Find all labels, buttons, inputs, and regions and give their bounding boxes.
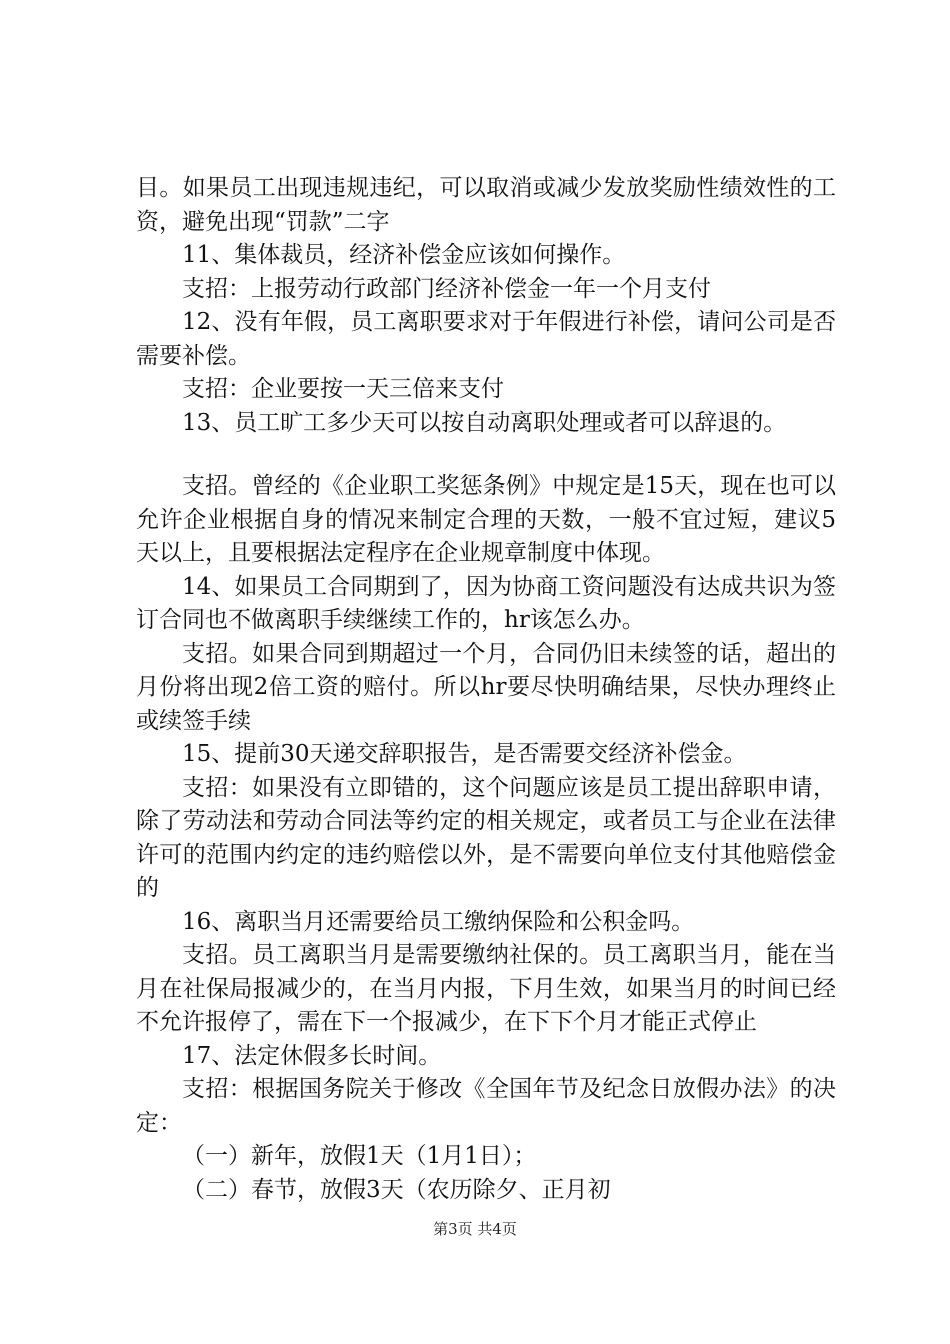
paragraph: 支招：根据国务院关于修改《全国年节及纪念日放假办法》的决定： [136,1076,836,1136]
paragraph: 支招：如果没有立即错的，这个问题应该是员工提出辞职申请，除了劳动法和劳动合同法等约定的相关规定，或者员工与企业在法律许可的范围内约定的违约赔偿以外，是不需要向单位支付其他赔偿金的 [136,774,836,901]
paragraph: 目。如果员工出现违规违纪，可以取消或减少发放奖励性绩效性的工资，避免出现“罚款”二字 [136,175,836,235]
paragraph: 支招。如果合同到期超过一个月，合同仍旧未续签的话，超出的月份将出现2倍工资的赔付。所以hr要尽快明确结果，尽快办理终止或续签手续 [136,640,836,734]
page-footer [0,1218,950,1239]
document-body [136,172,836,1207]
paragraph: 15、提前30天递交辞职报告，是否需要交经济补偿金。 [182,741,747,767]
paragraph: 11、集体裁员，经济补偿金应该如何操作。 [182,242,626,268]
paragraph: （二）春节，放假3天（农历除夕、正月初 [182,1176,611,1203]
paragraph: （一）新年，放假1天（1月1日）； [182,1143,537,1169]
paragraph: 13、员工旷工多少天可以按自动离职处理或者可以辞退的。 [182,409,787,436]
paragraph: 16、离职当月还需要给员工缴纳保险和公积金吗。 [182,908,695,935]
paragraph: 支招。曾经的《企业职工奖惩条例》中规定是15天，现在也可以允许企业根据自身的情况来制定合理的天数，一般不宜过短，建议5天以上，且要根据法定程序在企业规章制度中体现。 [136,473,836,566]
paragraph: 支招：上报劳动行政部门经济补偿金一年一个月支付 [182,275,711,302]
paragraph: 17、法定休假多长时间。 [182,1042,442,1069]
paragraph: 支招：企业要按一天三倍来支付 [182,376,504,402]
paragraph: 12、没有年假，员工离职要求对于年假进行补偿，请问公司是否需要补偿。 [136,309,836,369]
page-number-label: 第3页 共4页 [433,1220,517,1238]
paragraph-gap [136,440,836,470]
paragraph: 支招。员工离职当月是需要缴纳社保的。员工离职当月，能在当月在社保局报减少的，在当月内报，下月生效，如果当月的时间已经不允许报停了，需在下一个报减少，在下下个月才能正式停止 [136,942,836,1035]
paragraph: 14、如果员工合同期到了，因为协商工资问题没有达成共识为签订合同也不做离职手续继续工作的，hr该怎么办。 [136,573,836,633]
